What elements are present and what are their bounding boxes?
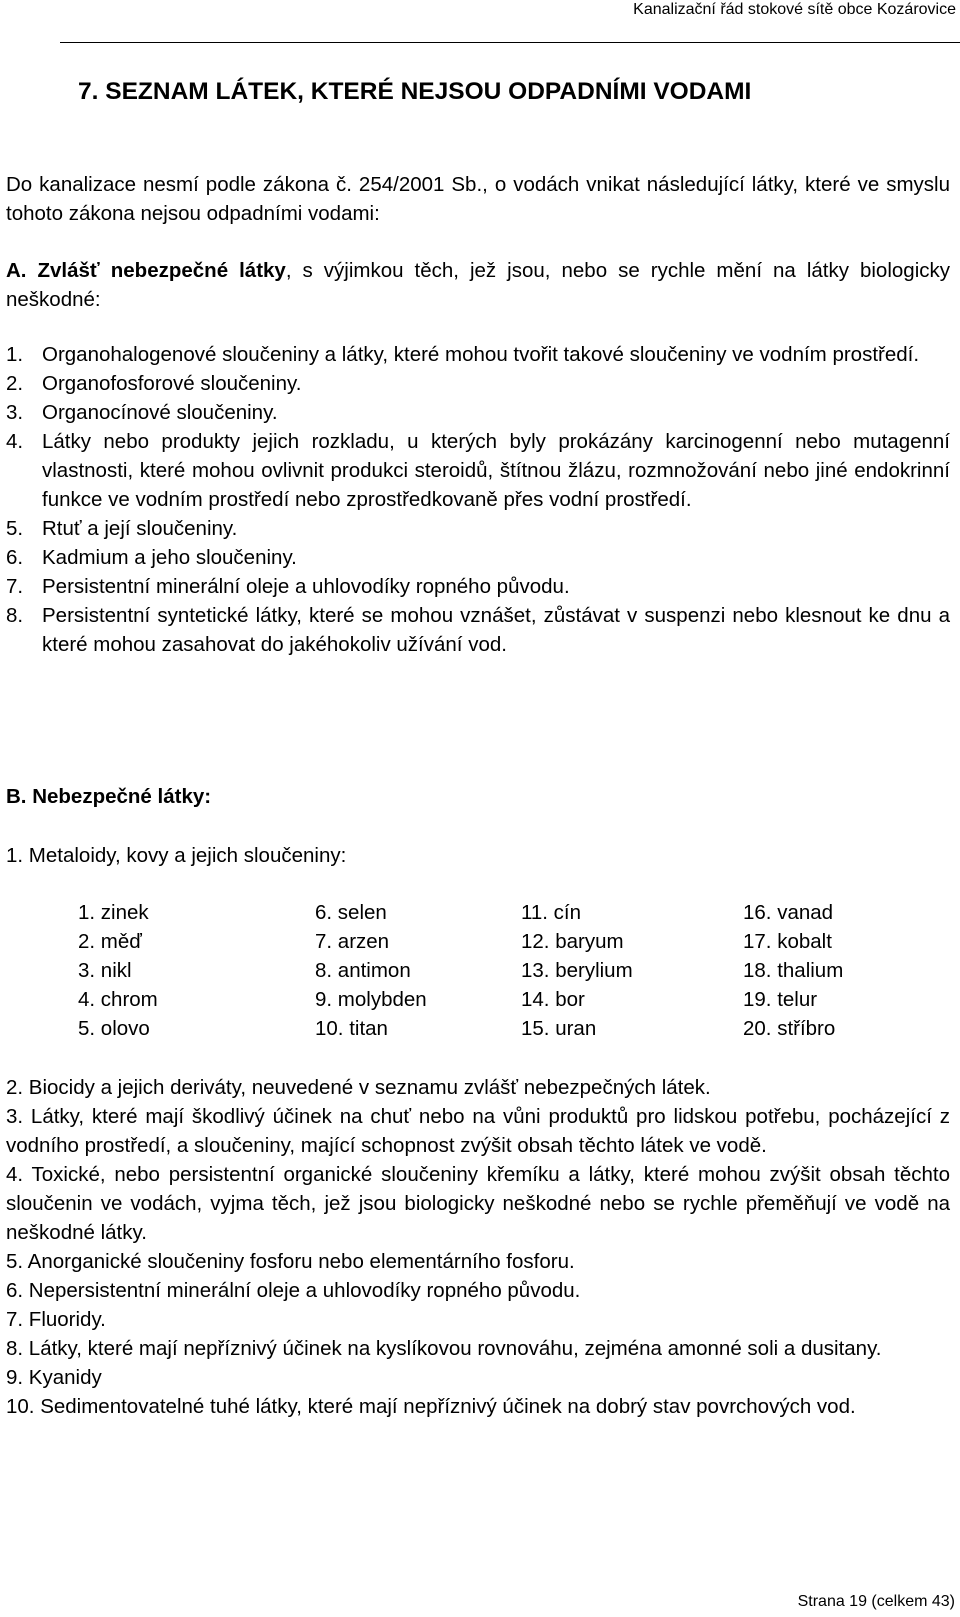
table-row xyxy=(78,927,843,956)
list-item-text: Rtuť a její sloučeniny. xyxy=(42,517,238,540)
list-item: 3. Látky, které mají škodlivý účinek na chuť nebo na vůni produktů pro lidskou potřebu, pocházející z vodního prostředí, a sloučeniny, mající schopnost zvýšit obsah těchto látek ve vodě. xyxy=(6,1105,950,1157)
list-item xyxy=(6,514,950,543)
table-cell: 11. cín xyxy=(521,901,582,924)
list-item: 2. Biocidy a jejich deriváty, neuvedené v seznamu zvlášť nebezpečných látek. xyxy=(6,1076,711,1099)
section-b-subheading: 1. Metaloidy, kovy a jejich sloučeniny: xyxy=(6,844,347,867)
list-item-number: 1. xyxy=(6,343,24,366)
list-item-number: 7. xyxy=(6,575,24,598)
list-item xyxy=(6,398,950,427)
list-item: 4. Toxické, nebo persistentní organické sloučeniny křemíku a látky, které mohou zvýšit obsah těchto sloučenin ve vodách, vyjma těch, jež jsou biologicky neškodné nebo se rychle přeměňují ve vodě na neškodné látky. xyxy=(6,1163,950,1244)
metals-table xyxy=(78,898,843,1043)
table-row xyxy=(78,1014,843,1043)
list-item-text: Kadmium a jeho sloučeniny. xyxy=(42,546,297,569)
table-cell: 18. thalium xyxy=(743,959,844,982)
section-a-intro xyxy=(6,256,950,314)
table-cell: 19. telur xyxy=(743,988,818,1011)
list-item: 5. Anorganické sloučeniny fosforu nebo elementárního fosforu. xyxy=(6,1250,575,1273)
header-rule xyxy=(60,42,960,43)
list-item-number: 8. xyxy=(6,604,24,627)
list-item-number: 6. xyxy=(6,546,24,569)
intro-paragraph: Do kanalizace nesmí podle zákona č. 254/2001 Sb., o vodách vnikat následující látky, které ve smyslu tohoto zákona nejsou odpadními vodami: xyxy=(6,173,950,225)
list-item-text: Organofosforové sloučeniny. xyxy=(42,372,302,395)
section-b-list xyxy=(6,1073,950,1421)
section-a-text: , s výjimkou těch, jež jsou, nebo se rychle mění na látky biologicky neškodné: xyxy=(6,259,950,311)
table-cell: 10. titan xyxy=(315,1017,388,1040)
list-item: 9. Kyanidy xyxy=(6,1366,102,1389)
table-cell: 4. chrom xyxy=(78,988,158,1011)
table-cell: 16. vanad xyxy=(743,901,834,924)
section-b-heading: B. Nebezpečné látky: xyxy=(6,785,212,808)
table-cell: 12. baryum xyxy=(521,930,624,953)
table-row xyxy=(78,985,843,1014)
list-item-number: 2. xyxy=(6,372,24,395)
table-cell: 5. olovo xyxy=(78,1017,150,1040)
list-item xyxy=(6,369,950,398)
list-item: 7. Fluoridy. xyxy=(6,1308,106,1331)
list-item xyxy=(6,340,950,369)
list-item xyxy=(6,543,950,572)
table-cell: 1. zinek xyxy=(78,901,149,924)
list-item-text: Persistentní minerální oleje a uhlovodíky ropného původu. xyxy=(42,575,570,598)
table-cell: 3. nikl xyxy=(78,959,132,982)
section-a-heading: A. Zvlášť nebezpečné látky xyxy=(6,259,286,282)
list-item: 8. Látky, které mají nepříznivý účinek na kyslíkovou rovnováhu, zejména amonné soli a dusitany. xyxy=(6,1337,882,1360)
table-cell: 20. stříbro xyxy=(743,1017,836,1040)
list-item xyxy=(6,572,950,601)
list-item-number: 4. xyxy=(6,430,24,453)
table-cell: 9. molybden xyxy=(315,988,427,1011)
list-item xyxy=(6,601,950,659)
page-number: Strana 19 (celkem 43) xyxy=(797,1593,955,1610)
table-cell: 2. měď xyxy=(78,930,142,953)
running-header: Kanalizační řád stokové sítě obce Kozárovice xyxy=(633,1,956,18)
list-item: 10. Sedimentovatelné tuhé látky, které mají nepříznivý účinek na dobrý stav povrchových vod. xyxy=(6,1395,856,1418)
table-cell: 13. berylium xyxy=(521,959,633,982)
table-cell: 17. kobalt xyxy=(743,930,832,953)
table-cell: 14. bor xyxy=(521,988,585,1011)
table-row xyxy=(78,956,843,985)
list-item-number: 3. xyxy=(6,401,24,424)
list-item-text: Persistentní syntetické látky, které se mohou vznášet, zůstávat v suspenzi nebo klesnout ke dnu a které mohou zasahovat do jakéhokoliv užívání vod. xyxy=(42,604,950,656)
list-item-text: Organocínové sloučeniny. xyxy=(42,401,278,424)
table-row xyxy=(78,898,843,927)
list-item-text: Látky nebo produkty jejich rozkladu, u kterých byly prokázány karcinogenní nebo mutagenní vlastnosti, které mohou ovlivnit produkci steroidů, štítnou žlázu, rozmnožování nebo jiné endokrinní funkce ve vodním prostředí nebo zprostředkovaně přes vodní prostředí. xyxy=(42,430,950,511)
table-cell: 7. arzen xyxy=(315,930,390,953)
table-cell: 15. uran xyxy=(521,1017,597,1040)
list-item-text: Organohalogenové sloučeniny a látky, které mohou tvořit takové sloučeniny ve vodním prostředí. xyxy=(42,343,920,366)
page-title: 7. SEZNAM LÁTEK, KTERÉ NEJSOU ODPADNÍMI VODAMI xyxy=(78,78,752,105)
section-a-list xyxy=(6,340,950,659)
list-item xyxy=(6,427,950,514)
table-cell: 6. selen xyxy=(315,901,387,924)
table-cell: 8. antimon xyxy=(315,959,411,982)
list-item-number: 5. xyxy=(6,517,24,540)
list-item: 6. Nepersistentní minerální oleje a uhlovodíky ropného původu. xyxy=(6,1279,581,1302)
